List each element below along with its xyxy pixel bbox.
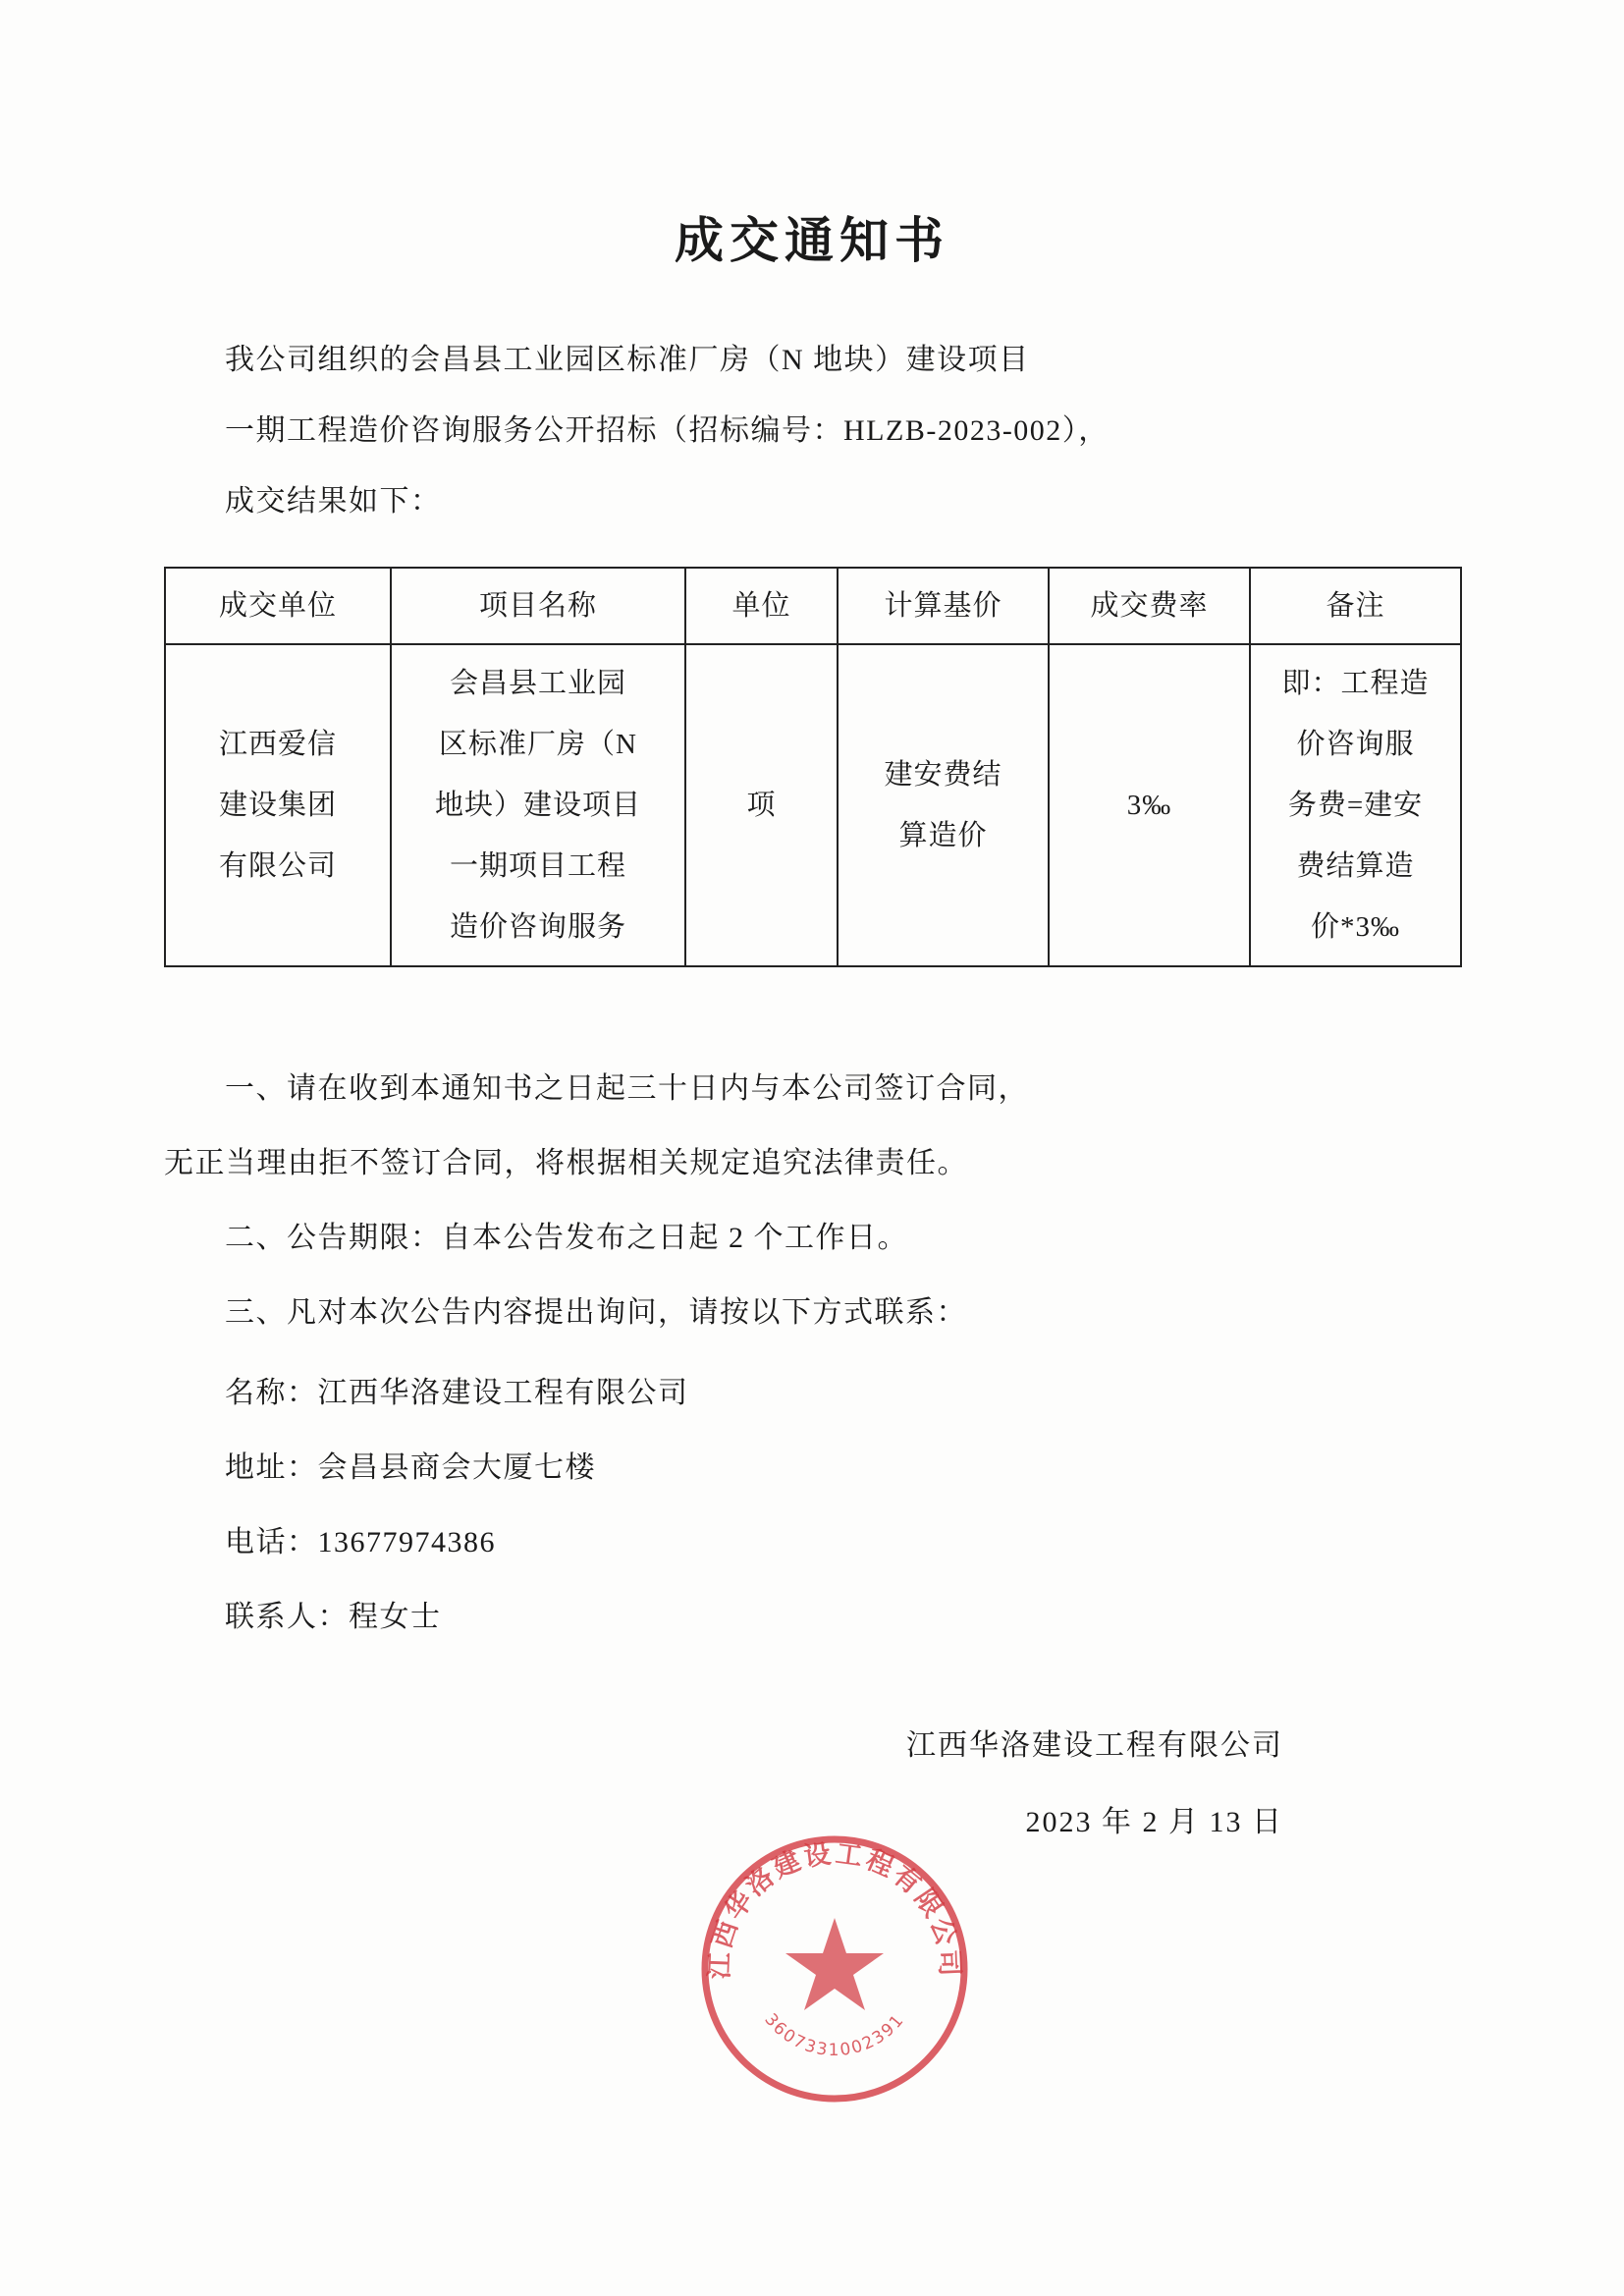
table-header-unit-name: 成交单位: [165, 568, 391, 644]
table-header-rate: 成交费率: [1049, 568, 1250, 644]
svg-text:3607331002391: 3607331002391: [760, 2009, 909, 2060]
clause-1-continued: 无正当理由拒不签订合同，将根据相关规定追究法律责任。: [164, 1147, 968, 1179]
cell-project-name-line-3: 地块）建设项目: [434, 790, 641, 821]
result-table: [164, 567, 1462, 967]
cell-project-name-line-5: 造价咨询服务: [449, 911, 626, 943]
cell-remark-line-2: 价咨询服: [1296, 729, 1415, 760]
company-seal-stamp: [687, 1822, 982, 2116]
cell-project-name-line-4: 一期项目工程: [449, 850, 626, 882]
cell-remark-line-1: 即：工程造: [1281, 668, 1430, 699]
cell-remark-line-3: 务费=建安: [1287, 790, 1424, 821]
table-header-remark: 备注: [1250, 568, 1461, 644]
table-header-base: 计算基价: [838, 568, 1049, 644]
cell-project-name-line-2: 区标准厂房（N: [439, 729, 637, 760]
page-title: 成交通知书: [675, 211, 949, 269]
contact-person: 联系人：程女士: [225, 1601, 442, 1633]
clause-1: 一、请在收到本通知书之日起三十日内与本公司签订合同，: [225, 1072, 1029, 1105]
cell-unit-name-line-2: 建设集团: [218, 790, 337, 821]
intro-line-2: 一期工程造价咨询服务公开招标（招标编号：HLZB-2023-002），: [225, 414, 1110, 447]
cell-unit: 项: [685, 644, 838, 966]
clauses-block: [164, 1052, 1460, 1350]
clause-3: 三、凡对本次公告内容提出询问，请按以下方式联系：: [225, 1296, 967, 1329]
contact-block: [164, 1356, 1460, 1655]
cell-rate: 3‰: [1049, 644, 1250, 966]
contact-name: 名称：江西华洛建设工程有限公司: [225, 1377, 689, 1409]
table-header-project-name: 项目名称: [391, 568, 685, 644]
cell-base-line-1: 建安费结: [884, 759, 1002, 791]
cell-project-name: [391, 644, 685, 966]
signature-block: [164, 1708, 1460, 1861]
signature-date: 2023 年 2 月 13 日: [1025, 1806, 1283, 1838]
intro-paragraph: [164, 325, 1460, 537]
svg-text:江西华洛建设工程有限公司: 江西华洛建设工程有限公司: [704, 1838, 965, 1980]
cell-project-name-line-1: 会昌县工业园: [449, 668, 626, 699]
cell-unit-name-line-1: 江西爱信: [218, 729, 337, 760]
cell-unit-name: [165, 644, 391, 966]
cell-base-line-2: 算造价: [898, 820, 988, 851]
cell-remark-line-5: 价*3‰: [1310, 911, 1400, 943]
contact-address: 地址：会昌县商会大厦七楼: [225, 1451, 596, 1484]
table-header-row: [165, 568, 1461, 644]
intro-line-1: 我公司组织的会昌县工业园区标准厂房（N 地块）建设项目: [225, 344, 1030, 376]
cell-base: [838, 644, 1049, 966]
intro-line-3: 成交结果如下：: [225, 485, 442, 518]
table-row: [165, 644, 1461, 966]
signature-company: 江西华洛建设工程有限公司: [906, 1729, 1283, 1762]
cell-unit-name-line-3: 有限公司: [218, 850, 337, 882]
cell-remark-line-4: 费结算造: [1296, 850, 1415, 882]
cell-remark: [1250, 644, 1461, 966]
document-body: [164, 325, 1460, 1861]
table-header-unit: 单位: [685, 568, 838, 644]
clause-2: 二、公告期限：自本公告发布之日起 2 个工作日。: [225, 1222, 908, 1254]
contact-phone: 电话：13677974386: [225, 1526, 496, 1558]
